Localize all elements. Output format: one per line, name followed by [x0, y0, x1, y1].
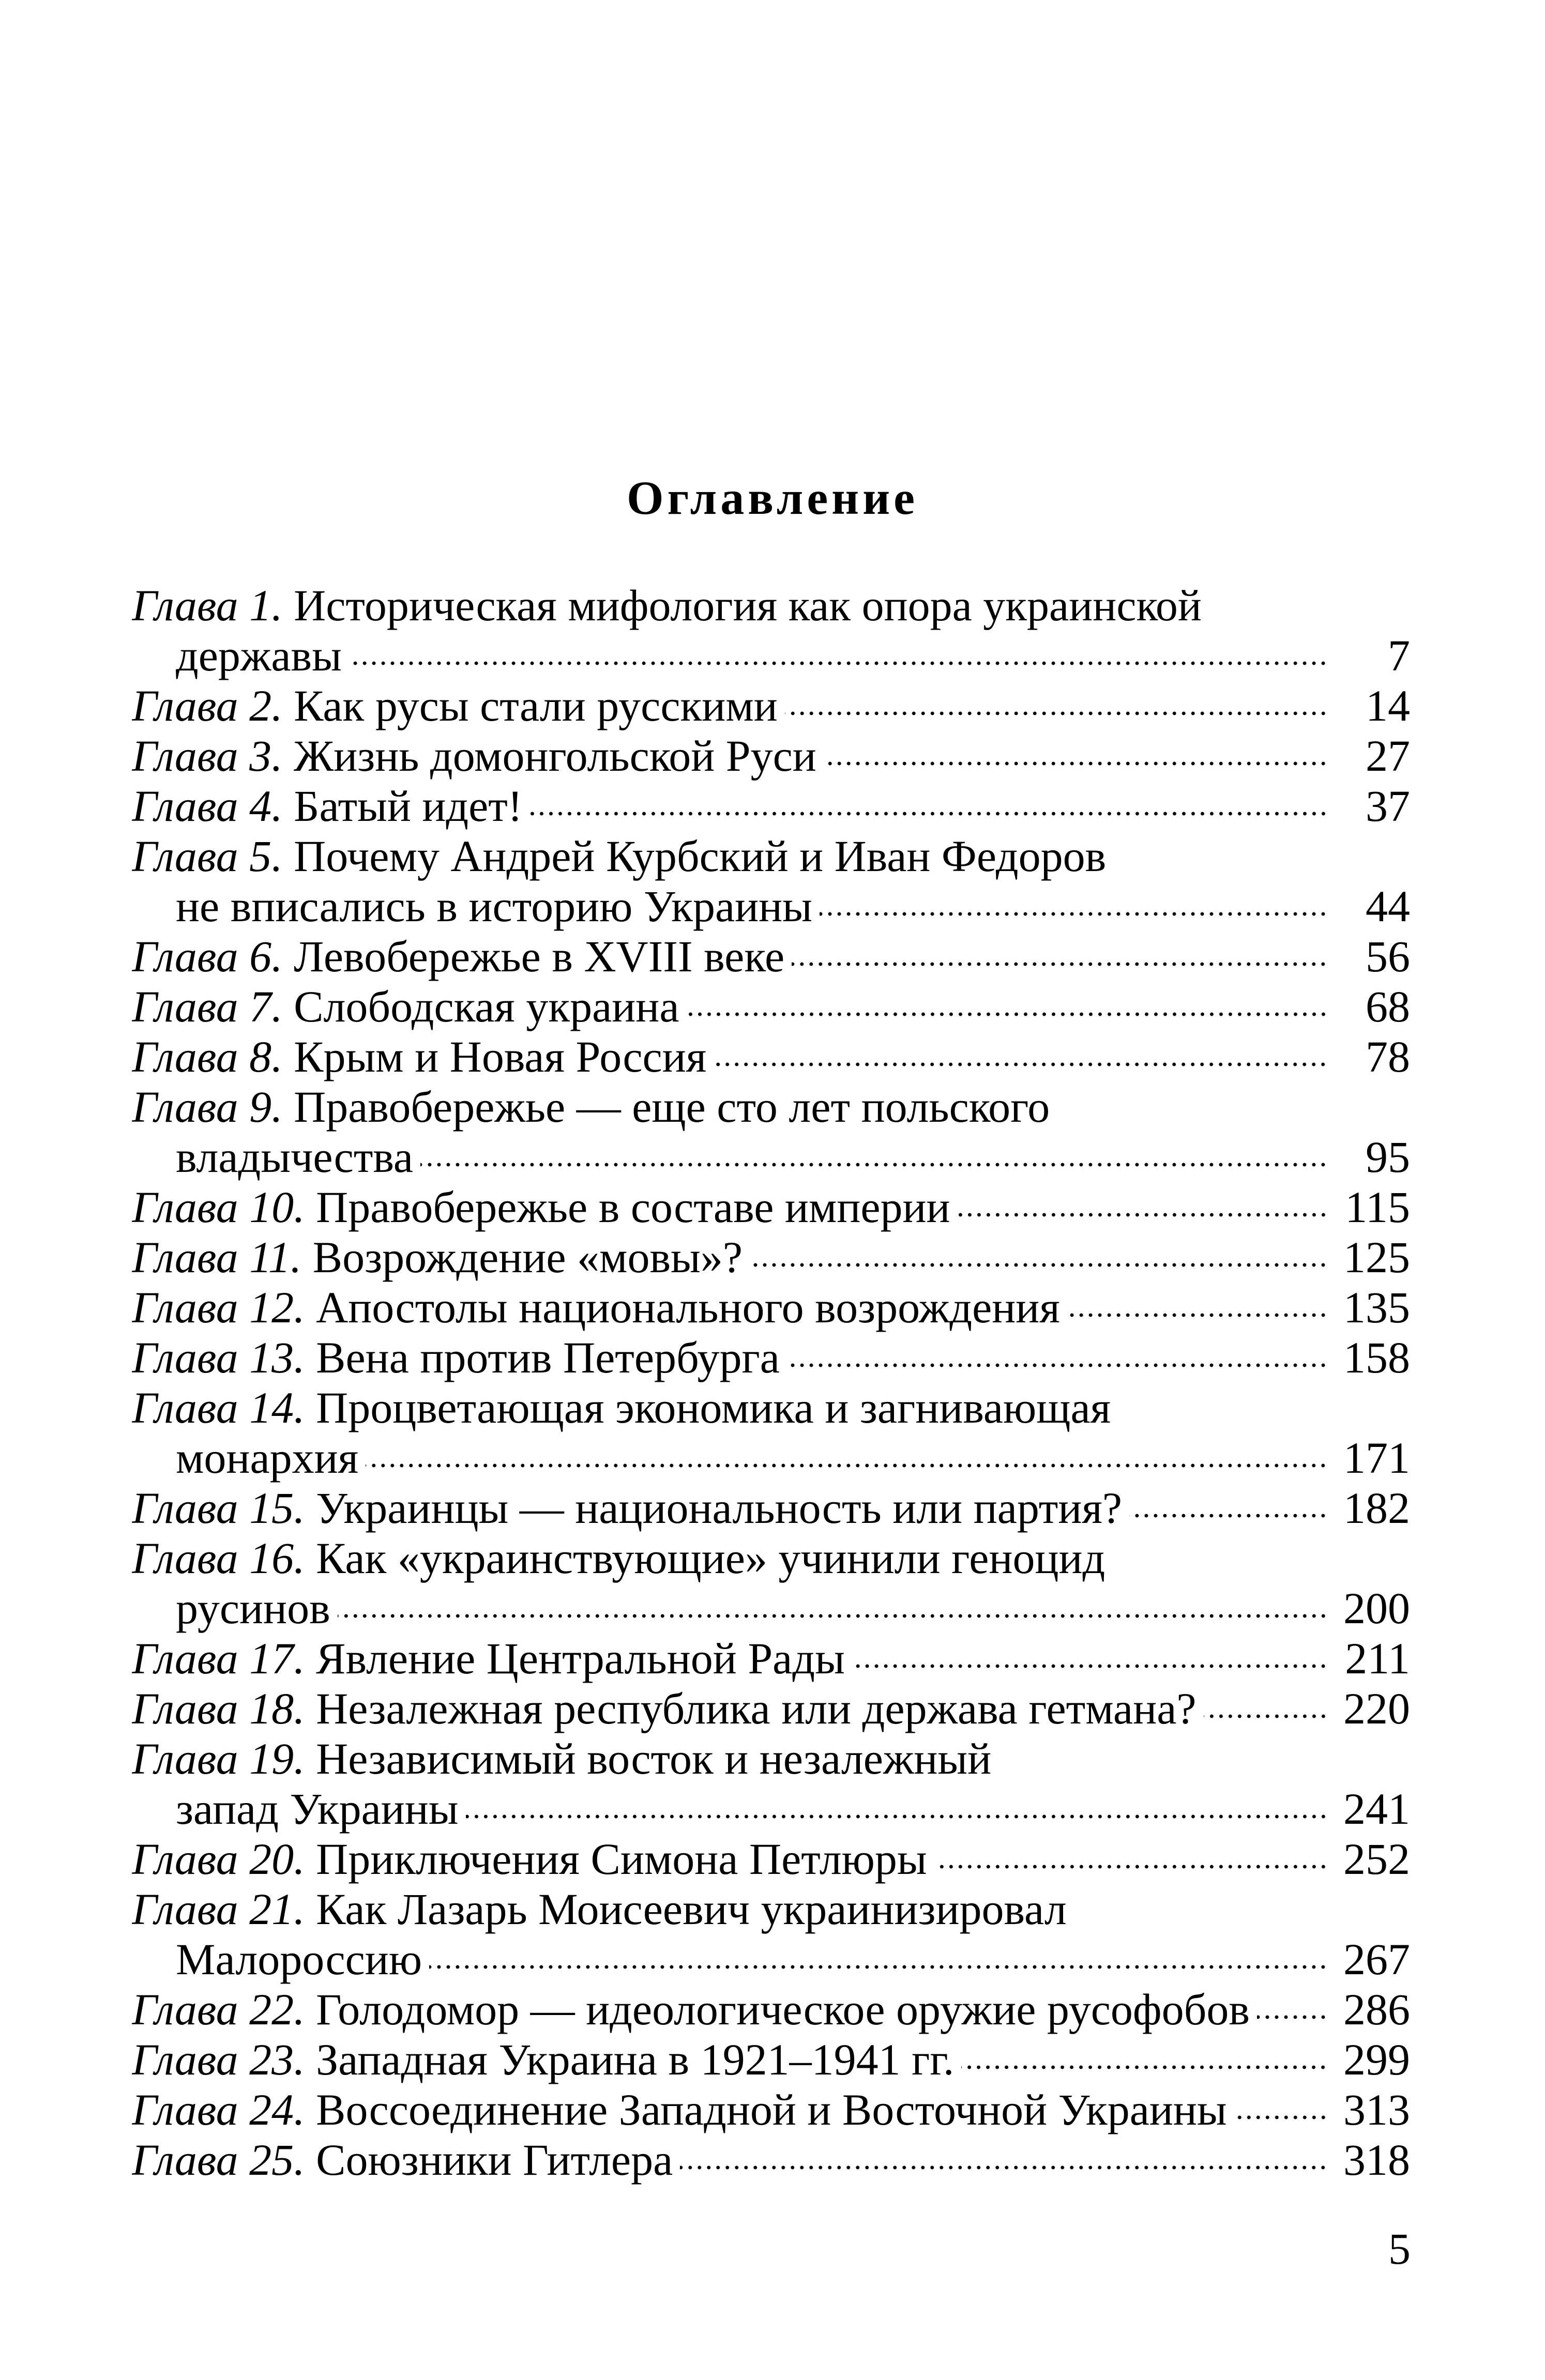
dot-leader	[338, 1610, 1328, 1622]
chapter-title: Независимый восток и незалежный	[316, 1734, 992, 1783]
chapter-title: запад Украины	[176, 1784, 459, 1834]
chapter-title: Крым и Новая Россия	[294, 1032, 707, 1081]
toc-entry-line	[132, 1433, 1410, 1483]
chapter-title: Как «украинствующие» учинили геноцид	[316, 1533, 1105, 1583]
page-ref: 158	[1343, 1333, 1410, 1382]
page-number: 5	[1388, 2224, 1411, 2274]
chapter-title: русинов	[176, 1583, 330, 1633]
dot-leader	[1257, 2011, 1328, 2023]
chapter-label: Глава 13.	[132, 1333, 305, 1382]
toc-entry-line	[132, 631, 1410, 681]
dot-leader	[852, 1660, 1328, 1672]
chapter-title: Как русы стали русскими	[294, 681, 778, 730]
dot-leader	[824, 757, 1328, 770]
chapter-title: Украинцы — национальность или партия?	[316, 1483, 1123, 1533]
chapter-label: Глава 19.	[132, 1734, 305, 1783]
chapter-title: Вена против Петербурга	[316, 1333, 780, 1382]
toc-entry-line	[132, 1884, 1410, 1934]
chapter-label: Глава 21.	[132, 1884, 305, 1934]
chapter-title: Правобережье в составе империи	[316, 1182, 950, 1232]
chapter-title: Голодомор — идеологическое оружие русофобов	[316, 1985, 1250, 2034]
chapter-title: Апостолы национального возрождения	[316, 1283, 1060, 1332]
chapter-label: Глава 15.	[132, 1483, 305, 1533]
toc-entry-line	[132, 681, 1410, 731]
chapter-label: Глава 1.	[132, 581, 283, 630]
chapter-title: Слободская украина	[294, 982, 679, 1031]
page-ref: 267	[1343, 1934, 1410, 1984]
page-ref: 220	[1343, 1684, 1410, 1733]
dot-leader	[750, 1259, 1328, 1271]
toc-entry-line	[132, 731, 1410, 781]
dot-leader	[420, 1158, 1328, 1171]
page-ref: 318	[1343, 2135, 1410, 2185]
chapter-title: Как Лазарь Моисеевич украинизировал	[316, 1884, 1067, 1934]
toc-entry-line	[132, 881, 1410, 932]
chapter-label: Глава 6.	[132, 932, 283, 981]
chapter-label: Глава 20.	[132, 1834, 305, 1884]
dot-leader	[958, 1209, 1328, 1221]
toc-entry-line	[132, 1333, 1410, 1383]
dot-leader	[1204, 1710, 1328, 1722]
page-ref: 241	[1343, 1784, 1410, 1834]
chapter-title: Историческая мифология как опора украинской	[294, 581, 1202, 630]
toc-entry-line	[132, 982, 1410, 1032]
dot-leader	[714, 1058, 1328, 1071]
page-ref: 313	[1343, 2085, 1410, 2134]
toc-entry-line	[132, 1383, 1410, 1433]
toc-entry-line	[132, 2085, 1410, 2135]
dot-leader	[466, 1810, 1328, 1823]
page-ref: 27	[1366, 731, 1410, 781]
table-of-contents	[132, 581, 1410, 2185]
chapter-label: Глава 9.	[132, 1082, 283, 1132]
toc-entry-line	[132, 2035, 1410, 2085]
page-ref: 44	[1366, 881, 1410, 931]
toc-entry-line	[132, 1934, 1410, 1985]
page-ref: 252	[1343, 1834, 1410, 1884]
dot-leader	[1067, 1309, 1328, 1321]
dot-leader	[1129, 1509, 1328, 1522]
page-ref: 115	[1345, 1182, 1410, 1232]
chapter-label: Глава 10.	[132, 1182, 305, 1232]
toc-entry-line	[132, 1583, 1410, 1634]
chapter-label: Глава 5.	[132, 831, 283, 881]
page-ref: 37	[1366, 781, 1410, 831]
toc-entry-line	[132, 2135, 1410, 2185]
dot-leader	[349, 657, 1328, 669]
dot-leader	[934, 1860, 1328, 1873]
chapter-label: Глава 11.	[132, 1232, 302, 1282]
chapter-title: Малороссию	[176, 1934, 422, 1984]
toc-entry-line	[132, 1132, 1410, 1182]
chapter-label: Глава 18.	[132, 1684, 305, 1733]
toc-entry-line	[132, 1032, 1410, 1082]
toc-entry-line	[132, 1734, 1410, 1784]
chapter-title: Воссоединение Западной и Восточной Украины	[316, 2085, 1227, 2134]
chapter-title: Левобережье в XVIII веке	[294, 932, 785, 981]
toc-entry-line	[132, 1784, 1410, 1834]
dot-leader	[687, 1008, 1328, 1020]
page-ref: 95	[1366, 1132, 1410, 1182]
chapter-title: Западная Украина в 1921–1941 гг.	[316, 2035, 955, 2084]
chapter-label: Глава 14.	[132, 1383, 305, 1432]
dot-leader	[366, 1459, 1328, 1472]
dot-leader	[787, 1359, 1328, 1371]
chapter-label: Глава 23.	[132, 2035, 305, 2084]
chapter-label: Глава 2.	[132, 681, 283, 730]
dot-leader	[1234, 2111, 1328, 2124]
toc-entry-line	[132, 831, 1410, 881]
dot-leader	[680, 2161, 1328, 2174]
chapter-label: Глава 4.	[132, 781, 283, 831]
page-ref: 68	[1366, 982, 1410, 1031]
chapter-title: Правобережье — еще сто лет польского	[294, 1082, 1050, 1132]
dot-leader	[785, 707, 1328, 720]
chapter-title: Явление Центральной Рады	[316, 1634, 845, 1683]
chapter-label: Глава 8.	[132, 1032, 283, 1081]
chapter-label: Глава 3.	[132, 731, 283, 781]
dot-leader	[429, 1961, 1328, 1973]
page-ref: 211	[1345, 1634, 1410, 1683]
chapter-title: Приключения Симона Петлюры	[316, 1834, 927, 1884]
toc-entry-line	[132, 1283, 1410, 1333]
chapter-title: Почему Андрей Курбский и Иван Федоров	[294, 831, 1107, 881]
toc-entry-line	[132, 1834, 1410, 1884]
toc-entry-line	[132, 1483, 1410, 1533]
chapter-label: Глава 22.	[132, 1985, 305, 2034]
toc-entry-line	[132, 1082, 1410, 1132]
toc-entry-line	[132, 1634, 1410, 1684]
toc-entry-line	[132, 1182, 1410, 1232]
chapter-title: Союзники Гитлера	[316, 2135, 673, 2185]
chapter-title: Батый идет!	[294, 781, 523, 831]
dot-leader	[792, 958, 1328, 970]
toc-entry-line	[132, 781, 1410, 831]
page-ref: 135	[1343, 1283, 1410, 1332]
page-ref: 14	[1366, 681, 1410, 730]
page-ref: 78	[1366, 1032, 1410, 1081]
toc-entry-line	[132, 581, 1410, 631]
chapter-title: Процветающая экономика и загнивающая	[316, 1383, 1111, 1432]
toc-entry-line	[132, 1232, 1410, 1283]
page-title: Оглавление	[626, 471, 919, 524]
toc-entry-line	[132, 1985, 1410, 2035]
toc-entry-line	[132, 1533, 1410, 1583]
page-ref: 56	[1366, 932, 1410, 981]
chapter-label: Глава 17.	[132, 1634, 305, 1683]
page-ref: 7	[1388, 631, 1410, 680]
chapter-label: Глава 25.	[132, 2135, 305, 2185]
chapter-label: Глава 24.	[132, 2085, 305, 2134]
page-ref: 286	[1343, 1985, 1410, 2034]
chapter-title: монархия	[176, 1433, 359, 1483]
dot-leader	[820, 908, 1328, 920]
chapter-title: владычества	[176, 1132, 414, 1182]
chapter-title: державы	[176, 631, 342, 680]
chapter-label: Глава 12.	[132, 1283, 305, 1332]
page-ref: 171	[1343, 1433, 1410, 1483]
chapter-title: не вписались в историю Украины	[176, 881, 812, 931]
chapter-title: Жизнь домонгольской Руси	[294, 731, 816, 781]
chapter-label: Глава 16.	[132, 1533, 305, 1583]
dot-leader	[530, 807, 1328, 820]
page-ref: 125	[1343, 1232, 1410, 1282]
page-ref: 200	[1343, 1583, 1410, 1633]
page-ref: 299	[1343, 2035, 1410, 2084]
page-ref: 182	[1343, 1483, 1410, 1533]
chapter-title: Незалежная республика или держава гетмана?	[316, 1684, 1196, 1733]
chapter-label: Глава 7.	[132, 982, 283, 1031]
chapter-title: Возрождение «мовы»?	[312, 1232, 743, 1282]
toc-entry-line	[132, 932, 1410, 982]
toc-entry-line	[132, 1684, 1410, 1734]
dot-leader	[961, 2061, 1328, 2073]
